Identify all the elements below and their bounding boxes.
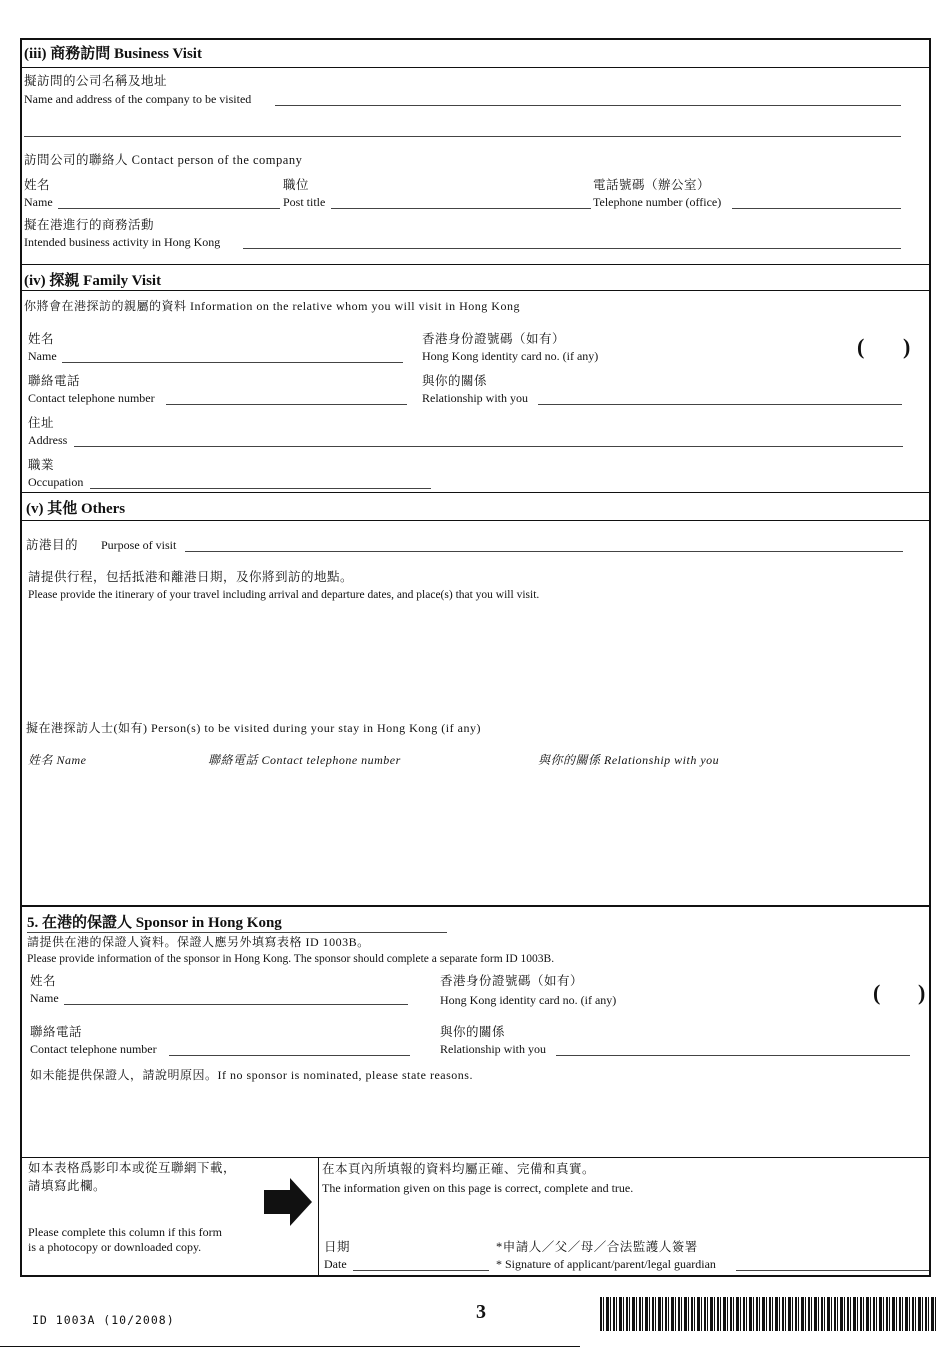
visited-col-rel: 與你的關係 Relationship with you [538, 753, 720, 767]
date-label-en: Date [324, 1257, 347, 1271]
company-label-en: Name and address of the company to be visited [24, 92, 252, 106]
bv-post-field[interactable] [331, 208, 591, 209]
sp-tel-zh: 聯絡電話 [30, 1025, 83, 1039]
form-frame [20, 38, 931, 1277]
column-divider [318, 1157, 319, 1277]
sp-name-en: Name [30, 991, 59, 1005]
sp-hkid-check-open-paren: ( [873, 980, 881, 1005]
bv-tel-field[interactable] [732, 208, 901, 209]
barcode [600, 1297, 936, 1331]
purpose-field[interactable] [185, 551, 903, 552]
fv-rel-en: Relationship with you [422, 391, 528, 405]
bv-name-zh: 姓名 [24, 178, 51, 192]
fv-tel-zh: 聯絡電話 [28, 374, 81, 388]
divider [20, 905, 931, 907]
visited-col-name: 姓名 Name [28, 753, 87, 767]
signature-label-en: * Signature of applicant/parent/legal guardian [496, 1257, 716, 1271]
fv-addr-zh: 住址 [28, 416, 55, 430]
bv-tel-en: Telephone number (office) [593, 195, 722, 209]
copy-note-en-1: Please complete this column if this form [28, 1225, 222, 1239]
hkid-check-close-paren: ) [903, 334, 911, 359]
copy-note-en-2: is a photocopy or downloaded copy. [28, 1240, 202, 1254]
visited-persons-label: 擬在港探訪人士(如有) Person(s) to be visited during your stay in Hong Kong (if any) [26, 721, 481, 735]
fv-tel-field[interactable] [166, 404, 407, 405]
activity-label-en: Intended business activity in Hong Kong [24, 235, 221, 249]
sponsor-heading: 5. 在港的保證人 Sponsor in Hong Kong [27, 915, 282, 931]
sp-name-zh: 姓名 [30, 974, 57, 988]
purpose-label-en: Purpose of visit [101, 538, 177, 552]
activity-field[interactable] [243, 248, 901, 249]
itinerary-label-zh: 請提供行程，包括抵港和離港日期，及你將到訪的地點。 [28, 570, 354, 584]
sp-hkid-check-close-paren: ) [918, 980, 926, 1005]
visited-col-tel: 聯絡電話 Contact telephone number [208, 753, 401, 767]
contact-person-label: 訪問公司的聯絡人 Contact person of the company [24, 153, 303, 167]
fv-name-field[interactable] [62, 362, 403, 363]
correct-statement-en: The information given on this page is correct, complete and true. [322, 1181, 634, 1195]
bv-post-en: Post title [283, 195, 326, 209]
divider [20, 492, 931, 493]
fv-rel-zh: 與你的關係 [422, 374, 488, 388]
fv-occ-en: Occupation [28, 475, 84, 489]
date-field[interactable] [353, 1270, 489, 1271]
correct-statement-zh: 在本頁內所填報的資料均屬正確、完備和真實。 [322, 1162, 596, 1176]
page-number: 3 [476, 1301, 486, 1323]
fv-occ-field[interactable] [90, 488, 431, 489]
bv-name-field[interactable] [58, 208, 280, 209]
family-visit-heading: (iv) 探親 Family Visit [24, 273, 162, 289]
right-arrow-icon [264, 1178, 312, 1226]
fv-addr-en: Address [28, 433, 68, 447]
divider [20, 67, 931, 68]
fv-rel-field[interactable] [538, 404, 902, 405]
fv-name-zh: 姓名 [28, 332, 55, 346]
sponsor-info-zh: 請提供在港的保證人資料。保證人應另外填寫表格 ID 1003B。 [27, 935, 370, 949]
sponsor-info-en: Please provide information of the sponsor in Hong Kong. The sponsor should complete a separate form ID 1003B. [27, 953, 555, 965]
company-label-zh: 擬訪問的公司名稱及地址 [24, 74, 168, 88]
sp-rel-en: Relationship with you [440, 1042, 546, 1056]
date-label-zh: 日期 [324, 1240, 351, 1254]
fv-tel-en: Contact telephone number [28, 391, 155, 405]
hkid-check-open-paren: ( [857, 334, 865, 359]
copy-note-zh-1: 如本表格爲影印本或從互聯網下載， [28, 1161, 237, 1175]
fv-addr-field[interactable] [74, 446, 903, 447]
divider [20, 290, 931, 291]
signature-label-zh: *申請人／父／母／合法監護人簽署 [496, 1240, 698, 1254]
divider [20, 520, 931, 521]
itinerary-label-en: Please provide the itinerary of your travel including arrival and departure dates, and place(s) that you will visit. [28, 589, 540, 601]
fv-hkid-en: Hong Kong identity card no. (if any) [422, 349, 599, 363]
bv-tel-zh: 電話號碼（辦公室） [593, 178, 711, 192]
form-code: ID 1003A (10/2008) [32, 1313, 175, 1327]
relative-info-label: 你將會在港探訪的親屬的資料 Information on the relative whom you will visit in Hong Kong [24, 299, 520, 313]
business-visit-heading: (iii) 商務訪問 Business Visit [24, 46, 202, 62]
no-sponsor-label: 如未能提供保證人，請說明原因。If no sponsor is nominated, please state reasons. [30, 1068, 473, 1082]
sp-tel-en: Contact telephone number [30, 1042, 157, 1056]
sp-hkid-en: Hong Kong identity card no. (if any) [440, 993, 617, 1007]
bv-name-en: Name [24, 195, 53, 209]
signature-field[interactable] [736, 1270, 929, 1271]
activity-label-zh: 擬在港進行的商務活動 [24, 218, 155, 232]
divider [27, 932, 447, 933]
divider [20, 264, 931, 265]
purpose-label-zh: 訪港目的 [26, 538, 79, 552]
divider [20, 1157, 931, 1158]
fv-occ-zh: 職業 [28, 458, 55, 472]
sp-rel-zh: 與你的關係 [440, 1025, 506, 1039]
sp-name-field[interactable] [64, 1004, 408, 1005]
company-field-line2[interactable] [24, 136, 901, 137]
bottom-rule [0, 1346, 580, 1347]
others-heading: (v) 其他 Others [26, 501, 126, 517]
fv-hkid-zh: 香港身份證號碼（如有） [422, 332, 566, 346]
fv-name-en: Name [28, 349, 57, 363]
copy-note-zh-2: 請填寫此欄。 [28, 1179, 107, 1193]
sp-rel-field[interactable] [556, 1055, 910, 1056]
company-field[interactable] [275, 105, 901, 106]
sp-tel-field[interactable] [169, 1055, 410, 1056]
bv-post-zh: 職位 [283, 178, 310, 192]
sp-hkid-zh: 香港身份證號碼（如有） [440, 974, 584, 988]
